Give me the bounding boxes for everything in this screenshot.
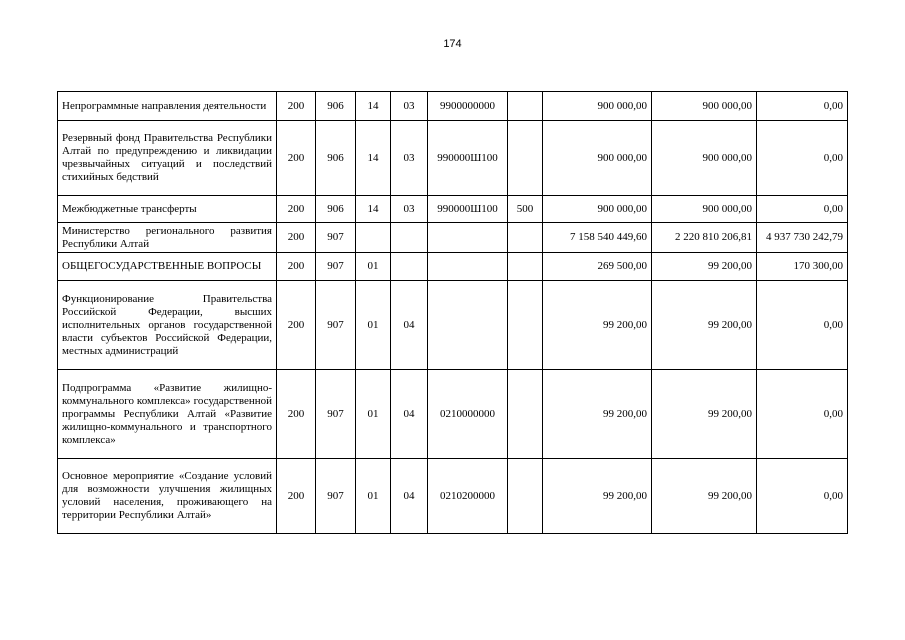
row-name-cell: Межбюджетные трансферты <box>58 196 277 223</box>
section-code-cell: 01 <box>356 459 391 534</box>
ministry-code-cell: 907 <box>316 459 356 534</box>
approved-amount-cell: 269 500,00 <box>543 253 652 281</box>
admin-code-cell: 200 <box>277 121 316 196</box>
table-row <box>58 281 848 370</box>
executed-amount-cell: 99 200,00 <box>652 459 757 534</box>
section-code-cell: 01 <box>356 370 391 459</box>
admin-code-cell: 200 <box>277 196 316 223</box>
approved-amount-cell: 900 000,00 <box>543 196 652 223</box>
subsection-code-cell: 03 <box>391 121 428 196</box>
subsection-code-cell: 04 <box>391 370 428 459</box>
subsection-code-cell <box>391 223 428 253</box>
section-code-cell: 14 <box>356 121 391 196</box>
subsection-code-cell: 03 <box>391 92 428 121</box>
expense-type-cell <box>508 253 543 281</box>
target-article-cell: 0210000000 <box>428 370 508 459</box>
target-article-cell <box>428 281 508 370</box>
subsection-code-cell: 03 <box>391 196 428 223</box>
remainder-cell: 0,00 <box>757 370 848 459</box>
budget-table-body <box>58 92 848 534</box>
subsection-code-cell <box>391 253 428 281</box>
row-name-cell: Резервный фонд Правительства Республики Алтай по предупреждению и ликвидации чрезвычайных ситуаций и последствий стихийных бедствий <box>58 121 277 196</box>
admin-code-cell: 200 <box>277 370 316 459</box>
table-row <box>58 370 848 459</box>
section-code-cell <box>356 223 391 253</box>
target-article-cell: 0210200000 <box>428 459 508 534</box>
remainder-cell: 0,00 <box>757 121 848 196</box>
row-name-cell: Основное мероприятие «Создание условий для возможности улучшения жилищных условий населения, проживающего на территории Республики Алтай» <box>58 459 277 534</box>
ministry-code-cell: 907 <box>316 253 356 281</box>
expense-type-cell: 500 <box>508 196 543 223</box>
subsection-code-cell: 04 <box>391 459 428 534</box>
approved-amount-cell: 99 200,00 <box>543 370 652 459</box>
expense-type-cell <box>508 459 543 534</box>
target-article-cell: 990000Ш100 <box>428 121 508 196</box>
row-name-cell: ОБЩЕГОСУДАРСТВЕННЫЕ ВОПРОСЫ <box>58 253 277 281</box>
table-row <box>58 121 848 196</box>
executed-amount-cell: 900 000,00 <box>652 92 757 121</box>
ministry-code-cell: 906 <box>316 121 356 196</box>
admin-code-cell: 200 <box>277 92 316 121</box>
row-name-cell: Функционирование Правительства Российской Федерации, высших исполнительных органов государственной власти субъектов Российской Федерации, местных администраций <box>58 281 277 370</box>
approved-amount-cell: 900 000,00 <box>543 92 652 121</box>
ministry-code-cell: 907 <box>316 370 356 459</box>
remainder-cell: 4 937 730 242,79 <box>757 223 848 253</box>
executed-amount-cell: 900 000,00 <box>652 196 757 223</box>
section-code-cell: 14 <box>356 196 391 223</box>
admin-code-cell: 200 <box>277 281 316 370</box>
table-row <box>58 223 848 253</box>
row-name-cell: Подпрограмма «Развитие жилищно-коммунального комплекса» государственной программы Республики Алтай «Развитие жилищно-коммунального и транспортного комплекса» <box>58 370 277 459</box>
subsection-code-cell: 04 <box>391 281 428 370</box>
table-row <box>58 253 848 281</box>
admin-code-cell: 200 <box>277 223 316 253</box>
remainder-cell: 0,00 <box>757 196 848 223</box>
approved-amount-cell: 99 200,00 <box>543 459 652 534</box>
remainder-cell: 170 300,00 <box>757 253 848 281</box>
executed-amount-cell: 900 000,00 <box>652 121 757 196</box>
executed-amount-cell: 99 200,00 <box>652 253 757 281</box>
section-code-cell: 14 <box>356 92 391 121</box>
page-number: 174 <box>443 38 462 50</box>
expense-type-cell <box>508 223 543 253</box>
row-name-cell: Непрограммные направления деятельности <box>58 92 277 121</box>
executed-amount-cell: 99 200,00 <box>652 370 757 459</box>
remainder-cell: 0,00 <box>757 459 848 534</box>
admin-code-cell: 200 <box>277 253 316 281</box>
approved-amount-cell: 99 200,00 <box>543 281 652 370</box>
approved-amount-cell: 900 000,00 <box>543 121 652 196</box>
section-code-cell: 01 <box>356 281 391 370</box>
ministry-code-cell: 907 <box>316 281 356 370</box>
target-article-cell <box>428 223 508 253</box>
table-row <box>58 92 848 121</box>
target-article-cell: 9900000000 <box>428 92 508 121</box>
row-name-cell: Министерство регионального развития Республики Алтай <box>58 223 277 253</box>
executed-amount-cell: 2 220 810 206,81 <box>652 223 757 253</box>
table-row <box>58 459 848 534</box>
table-row <box>58 196 848 223</box>
budget-table <box>57 91 848 534</box>
section-code-cell: 01 <box>356 253 391 281</box>
remainder-cell: 0,00 <box>757 92 848 121</box>
expense-type-cell <box>508 281 543 370</box>
expense-type-cell <box>508 92 543 121</box>
executed-amount-cell: 99 200,00 <box>652 281 757 370</box>
admin-code-cell: 200 <box>277 459 316 534</box>
approved-amount-cell: 7 158 540 449,60 <box>543 223 652 253</box>
ministry-code-cell: 907 <box>316 223 356 253</box>
ministry-code-cell: 906 <box>316 92 356 121</box>
target-article-cell: 990000Ш100 <box>428 196 508 223</box>
target-article-cell <box>428 253 508 281</box>
expense-type-cell <box>508 370 543 459</box>
remainder-cell: 0,00 <box>757 281 848 370</box>
expense-type-cell <box>508 121 543 196</box>
ministry-code-cell: 906 <box>316 196 356 223</box>
